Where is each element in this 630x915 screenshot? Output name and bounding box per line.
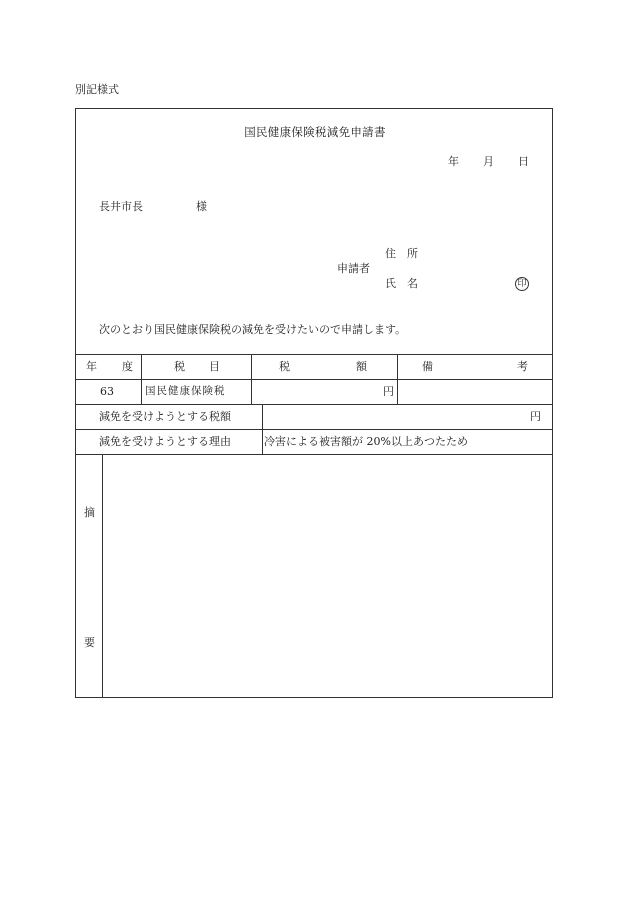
summary-label-divider xyxy=(102,454,103,698)
header-amount-char2: 額 xyxy=(356,360,367,373)
applicant-address-label: 住 所 xyxy=(385,247,418,260)
header-year-char2: 度 xyxy=(122,360,133,373)
header-item-char2: 目 xyxy=(209,360,220,373)
table-row-border xyxy=(75,404,553,405)
date-month-label: 月 xyxy=(483,155,494,168)
header-remarks-char2: 考 xyxy=(517,360,528,373)
header-remarks-char1: 備 xyxy=(422,360,433,373)
table-reduction-amount-border xyxy=(75,429,553,430)
reduction-reason-label: 減免を受けようとする理由 xyxy=(99,435,231,448)
header-year-char1: 年 xyxy=(86,360,97,373)
table-label-divider xyxy=(262,404,263,454)
table-col-divider-2 xyxy=(251,354,252,404)
date-year-label: 年 xyxy=(448,155,459,168)
table-col-divider-1 xyxy=(141,354,142,404)
table-top-border xyxy=(75,354,553,355)
summary-label-top: 摘 xyxy=(84,506,95,519)
document-title: 国民健康保険税減免申請書 xyxy=(244,125,386,139)
header-item-char1: 税 xyxy=(174,360,185,373)
row-year: 63 xyxy=(100,385,114,398)
addressee-honorific: 様 xyxy=(196,200,207,213)
header-amount-char1: 税 xyxy=(279,360,290,373)
table-header-border xyxy=(75,379,553,380)
application-form xyxy=(75,108,553,698)
seal-mark-icon: 印 xyxy=(515,277,529,291)
reduction-reason-value: 冷害による被害額が 20%以上あつたため xyxy=(264,435,468,448)
reduction-amount-unit: 円 xyxy=(530,410,541,423)
applicant-name-label: 氏 名 xyxy=(385,277,418,290)
date-day-label: 日 xyxy=(518,155,529,168)
application-statement: 次のとおり国民健康保険税の減免を受けたいので申請します。 xyxy=(99,323,407,336)
table-col-divider-3 xyxy=(397,354,398,404)
form-style-label: 別記様式 xyxy=(75,83,119,96)
row-amount-unit: 円 xyxy=(383,385,394,398)
row-tax-item: 国民健康保険税 xyxy=(145,385,226,397)
reduction-amount-label: 減免を受けようとする税額 xyxy=(99,410,231,423)
addressee-name: 長井市長 xyxy=(99,200,143,213)
table-reduction-reason-border xyxy=(75,454,553,455)
applicant-group-label: 申請者 xyxy=(337,262,370,275)
summary-label-bottom: 要 xyxy=(84,636,95,649)
